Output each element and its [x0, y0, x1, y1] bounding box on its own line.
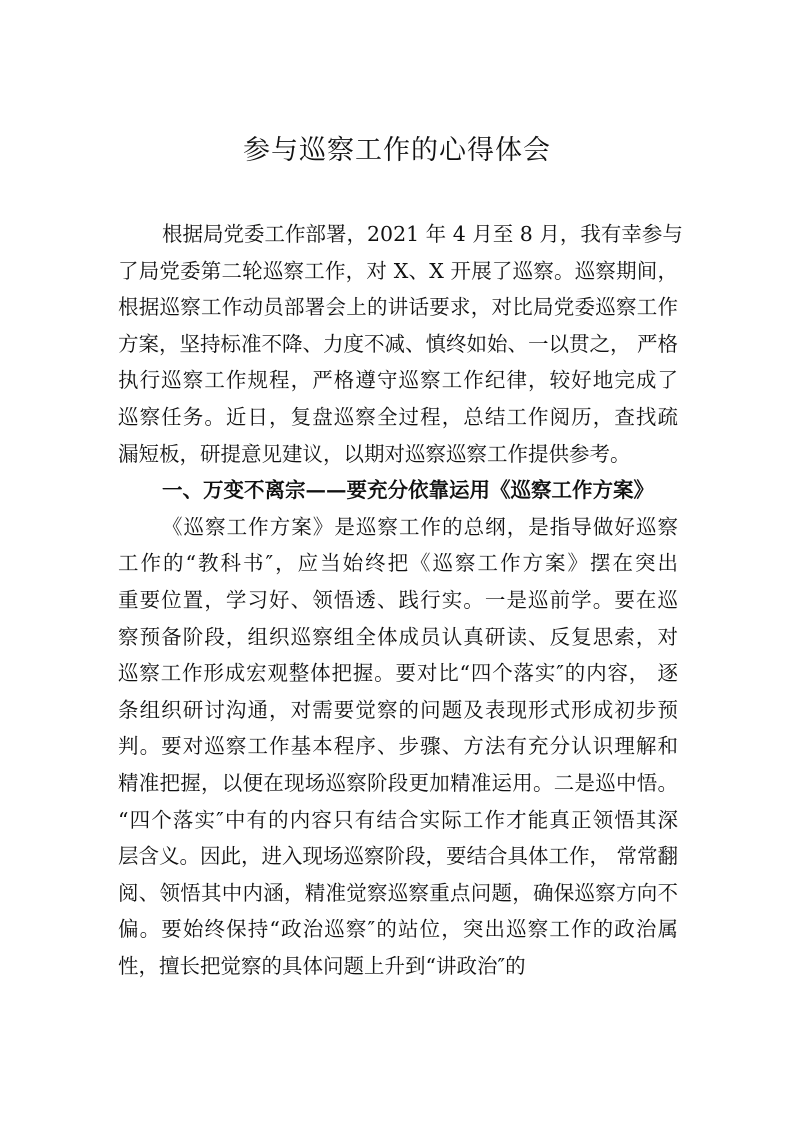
- paragraph-line: 精准把握，以便在现场巡察阶段更加精准运用。二是巡中悟。: [118, 770, 678, 795]
- paragraph-line: 重要位置，学习好、领悟透、践行实。一是巡前学。要在巡: [118, 587, 678, 612]
- paragraph-line: 察预备阶段，组织巡察组全体成员认真研读、反复思索，对: [118, 624, 678, 649]
- paragraph-line: 判。要对巡察工作基本程序、步骤、方法有充分认识理解和: [118, 734, 678, 759]
- paragraph-line: 巡察工作形成宏观整体把握。要对比“四个落实″的内容， 逐: [118, 661, 678, 686]
- paragraph-line: 根据局党委工作部署，2021 年 4 月至 8 月，我有幸参与: [162, 222, 683, 246]
- paragraph-line: 条组织研讨沟通，对需要觉察的问题及表现形式形成初步预: [118, 697, 678, 722]
- paragraph-line: 阅、领悟其中内涵，精准觉察巡察重点问题，确保巡察方向不: [118, 880, 678, 905]
- paragraph-line: 根据巡察工作动员部署会上的讲话要求，对比局党委巡察工作: [118, 295, 678, 320]
- paragraph-line: 执行巡察工作规程，严格遵守巡察工作纪律，较好地完成了: [118, 368, 678, 393]
- paragraph-line: “四个落实″中有的内容只有结合实际工作才能真正领悟其深: [118, 807, 678, 832]
- document-title: 参与巡察工作的心得体会: [243, 135, 551, 166]
- paragraph-line: 方案，坚持标准不降、力度不减、慎终如始、一以贯之， 严格: [118, 331, 679, 356]
- paragraph-line: 了局党委第二轮巡察工作，对 X、X 开展了巡察。巡察期间，: [118, 258, 678, 283]
- paragraph-line: 层含义。因此，进入现场巡察阶段，要结合具体工作， 常常翻: [118, 844, 679, 869]
- paragraph-line: 巡察任务。近日，复盘巡察全过程，总结工作阅历，查找疏: [118, 404, 678, 429]
- document-body: [118, 216, 683, 984]
- paragraph-line: 偏。要始终保持“政治巡察″的站位，突出巡察工作的政治属: [118, 917, 678, 942]
- paragraph-line: 性，擅长把觉察的具体问题上升到“讲政治″的: [118, 953, 526, 978]
- section-heading: 一、万变不离宗——要充分依靠运用《巡察工作方案》: [162, 478, 654, 503]
- paragraph-line: 《巡察工作方案》是巡察工作的总纲，是指导做好巡察: [162, 514, 678, 539]
- paragraph-line: 工作的“教科书″，应当始终把《巡察工作方案》摆在突出: [118, 551, 678, 576]
- paragraph-line: 漏短板，研提意见建议，以期对巡察巡察工作提供参考。: [118, 441, 631, 466]
